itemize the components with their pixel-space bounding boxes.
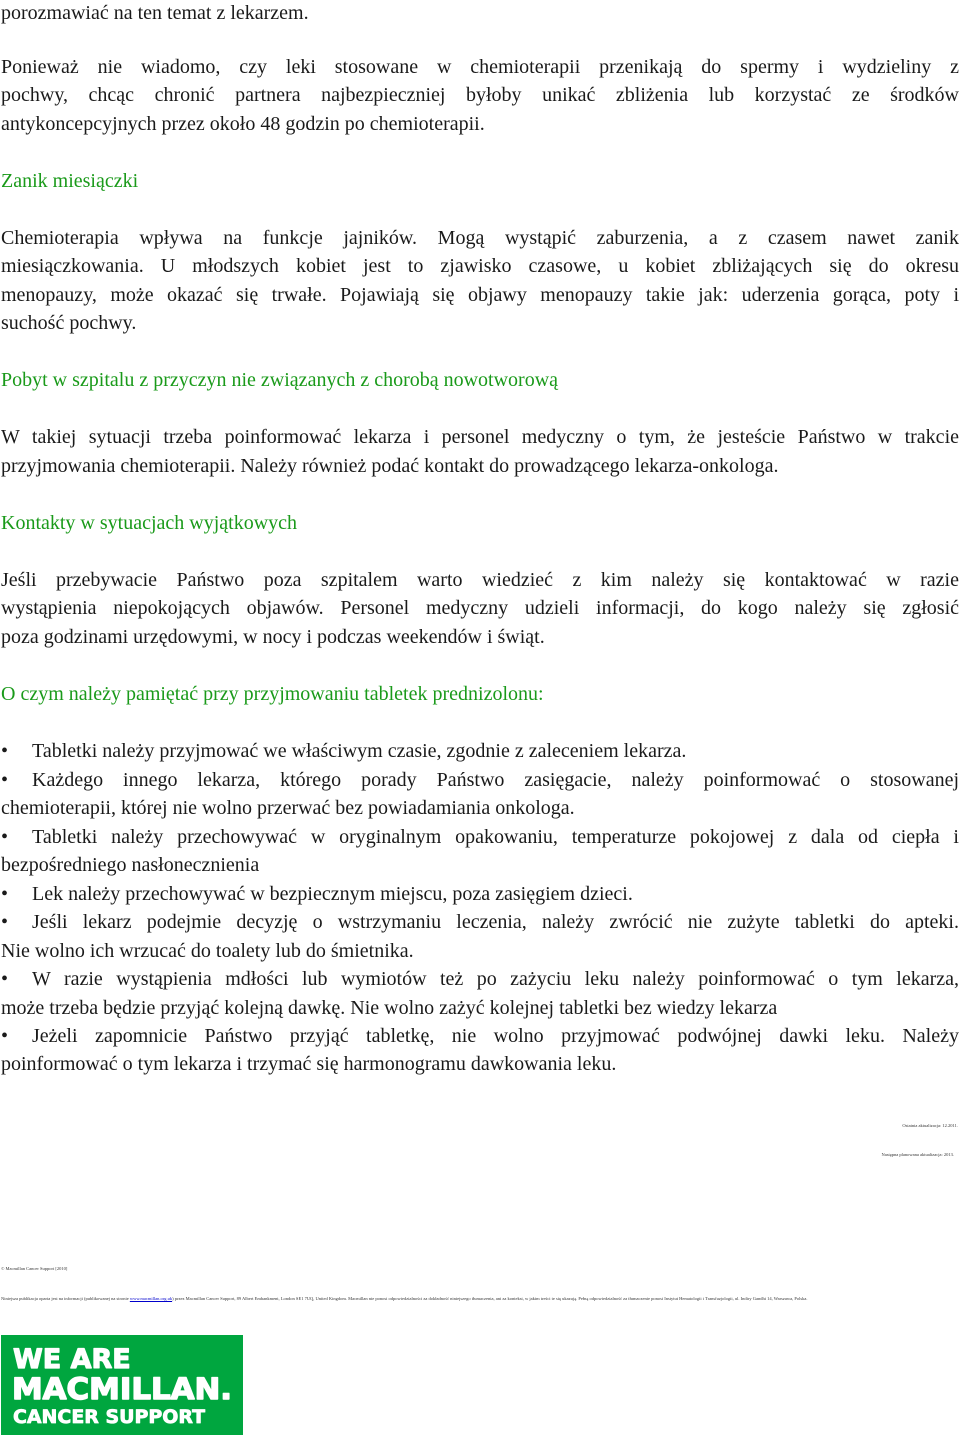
paragraph-line: wystąpienia niepokojących objawów. Personel medyczny udzieli informacji, do kogo należy się zgłosić (1, 597, 959, 619)
list-item-line (1, 1022, 959, 1050)
paragraph-line: W takiej sytuacji trzeba poinformować lekarza i personel medyczny o tym, że jesteście Państwo w trakcie (1, 426, 959, 448)
bullet-icon: • (1, 826, 9, 848)
list-item-line: bezpośredniego nasłonecznienia (1, 854, 260, 876)
list-item-text: W razie wystąpienia mdłości lub wymiotów też po zażyciu leku należy poinformować o tym lekarza, (32, 968, 959, 990)
logo-line-2: MACMILLAN. (12, 1372, 232, 1406)
list-item-line (1, 823, 959, 851)
list-item-line (1, 766, 959, 794)
translation-note-text: ) przez Macmillan Cancer Support, 89 Albert Embankment, London SE1 7UQ, United Kingdom. Macmillan nie ponosi odpowiedzialności za dokładność niniejszego tłumaczenia, ani za kontekst, w jakim treści te się ukazują. Pełną odpowiedzialność za tłumaczenie ponosi Instytut Hematologii i Transfuzjologii, ul. Indiry Gandhi 14, Warszawa, Polska. (172, 1296, 808, 1301)
list-item-text: Jeśli lekarz podejmie decyzję o wstrzymaniu leczenia, należy zwrócić nie zużyte tabletki do apteki. (32, 911, 959, 933)
list-item-text: Tabletki należy przyjmować we właściwym czasie, zgodnie z zaleceniem lekarza. (32, 740, 687, 762)
list-item-line (1, 737, 686, 765)
macmillan-logo (1, 1335, 243, 1435)
macmillan-website-link[interactable]: www.macmillan.org.uk (129, 1296, 173, 1301)
paragraph-line: pochwy, chcąc chronić partnera najbezpieczniej byłoby unikać zbliżenia lub korzystać ze środków (1, 84, 959, 106)
list-item-line (1, 880, 633, 908)
paragraph-line: suchość pochwy. (1, 312, 137, 334)
bullet-icon: • (1, 883, 9, 905)
next-update-note: Następna planowana aktualizacja: 2013. (881, 1152, 954, 1157)
list-item-text: Jeżeli zapomnicie Państwo przyjąć tabletkę, nie wolno przyjmować podwójnej dawki leku. Należy (32, 1025, 959, 1047)
paragraph-line: menopauzy, może okazać się trwałe. Pojawiają się objawy menopauzy takie jak: uderzenia gorąca, poty i (1, 284, 959, 306)
translation-note (1, 1296, 808, 1301)
section-heading-contacts: Kontakty w sytuacjach wyjątkowych (1, 512, 298, 534)
paragraph-line: Chemioterapia wpływa na funkcje jajników. Mogą wystąpić zaburzenia, a z czasem nawet zanik (1, 227, 959, 249)
list-item-line (1, 908, 959, 936)
section-heading-menses: Zanik miesiączki (1, 170, 139, 192)
section-heading-tablets: O czym należy pamiętać przy przyjmowaniu tabletek prednizolonu: (1, 683, 544, 705)
logo-line-1: WE ARE (13, 1344, 131, 1375)
list-item-line: poinformować o tym lekarza i trzymać się harmonogramu dawkowania leku. (1, 1053, 617, 1075)
list-item-line (1, 965, 959, 993)
last-update-note: Ostatnia aktualizacja: 12.2011. (902, 1123, 958, 1128)
bullet-icon: • (1, 1025, 9, 1047)
section-heading-hospital: Pobyt w szpitalu z przyczyn nie związanych z chorobą nowotworową (1, 369, 559, 391)
list-item-text: Tabletki należy przechowywać w oryginalnym opakowaniu, temperaturze pokojowej z dala od ciepła i (32, 826, 959, 848)
macmillan-logo-graphic (1, 1335, 243, 1435)
list-item-line: może trzeba będzie przyjąć kolejną dawkę. Nie wolno zażyć kolejnej tabletki bez wiedzy lekarza (1, 997, 778, 1019)
list-item-text: Lek należy przechowywać w bezpiecznym miejscu, poza zasięgiem dzieci. (32, 883, 633, 905)
translation-note-text: Niniejsza publikacja oparta jest na informacji (publikowanej na stronie (1, 1296, 129, 1301)
copyright-note: © Macmillan Cancer Support [2010] (1, 1266, 68, 1271)
paragraph-line: Jeśli przebywacie Państwo poza szpitalem warto wiedzieć z kim należy się kontaktować w razie (1, 569, 959, 591)
paragraph-line: porozmawiać na ten temat z lekarzem. (1, 2, 309, 24)
bullet-icon: • (1, 911, 9, 933)
logo-line-3: CANCER SUPPORT (13, 1406, 206, 1428)
bullet-icon: • (1, 769, 9, 791)
list-item-line: Nie wolno ich wrzucać do toalety lub do śmietnika. (1, 940, 414, 962)
list-item-line: chemioterapii, której nie wolno przerwać bez powiadamiania onkologa. (1, 797, 575, 819)
paragraph-line: przyjmowania chemioterapii. Należy również podać kontakt do prowadzącego lekarza-onkologa. (1, 455, 779, 477)
list-item-text: Każdego innego lekarza, którego porady Państwo zasięgacie, należy poinformować o stosowanej (32, 769, 959, 791)
paragraph-line: miesiączkowania. U młodszych kobiet jest to zjawisko czasowe, u kobiet zbliżających się do okresu (1, 255, 959, 277)
paragraph-line: poza godzinami urzędowymi, w nocy i podczas weekendów i świąt. (1, 626, 545, 648)
paragraph-line: Ponieważ nie wiadomo, czy leki stosowane w chemioterapii przenikają do spermy i wydzieliny z (1, 56, 959, 78)
bullet-icon: • (1, 740, 9, 762)
paragraph-line: antykoncepcyjnych przez około 48 godzin po chemioterapii. (1, 113, 485, 135)
bullet-icon: • (1, 968, 9, 990)
